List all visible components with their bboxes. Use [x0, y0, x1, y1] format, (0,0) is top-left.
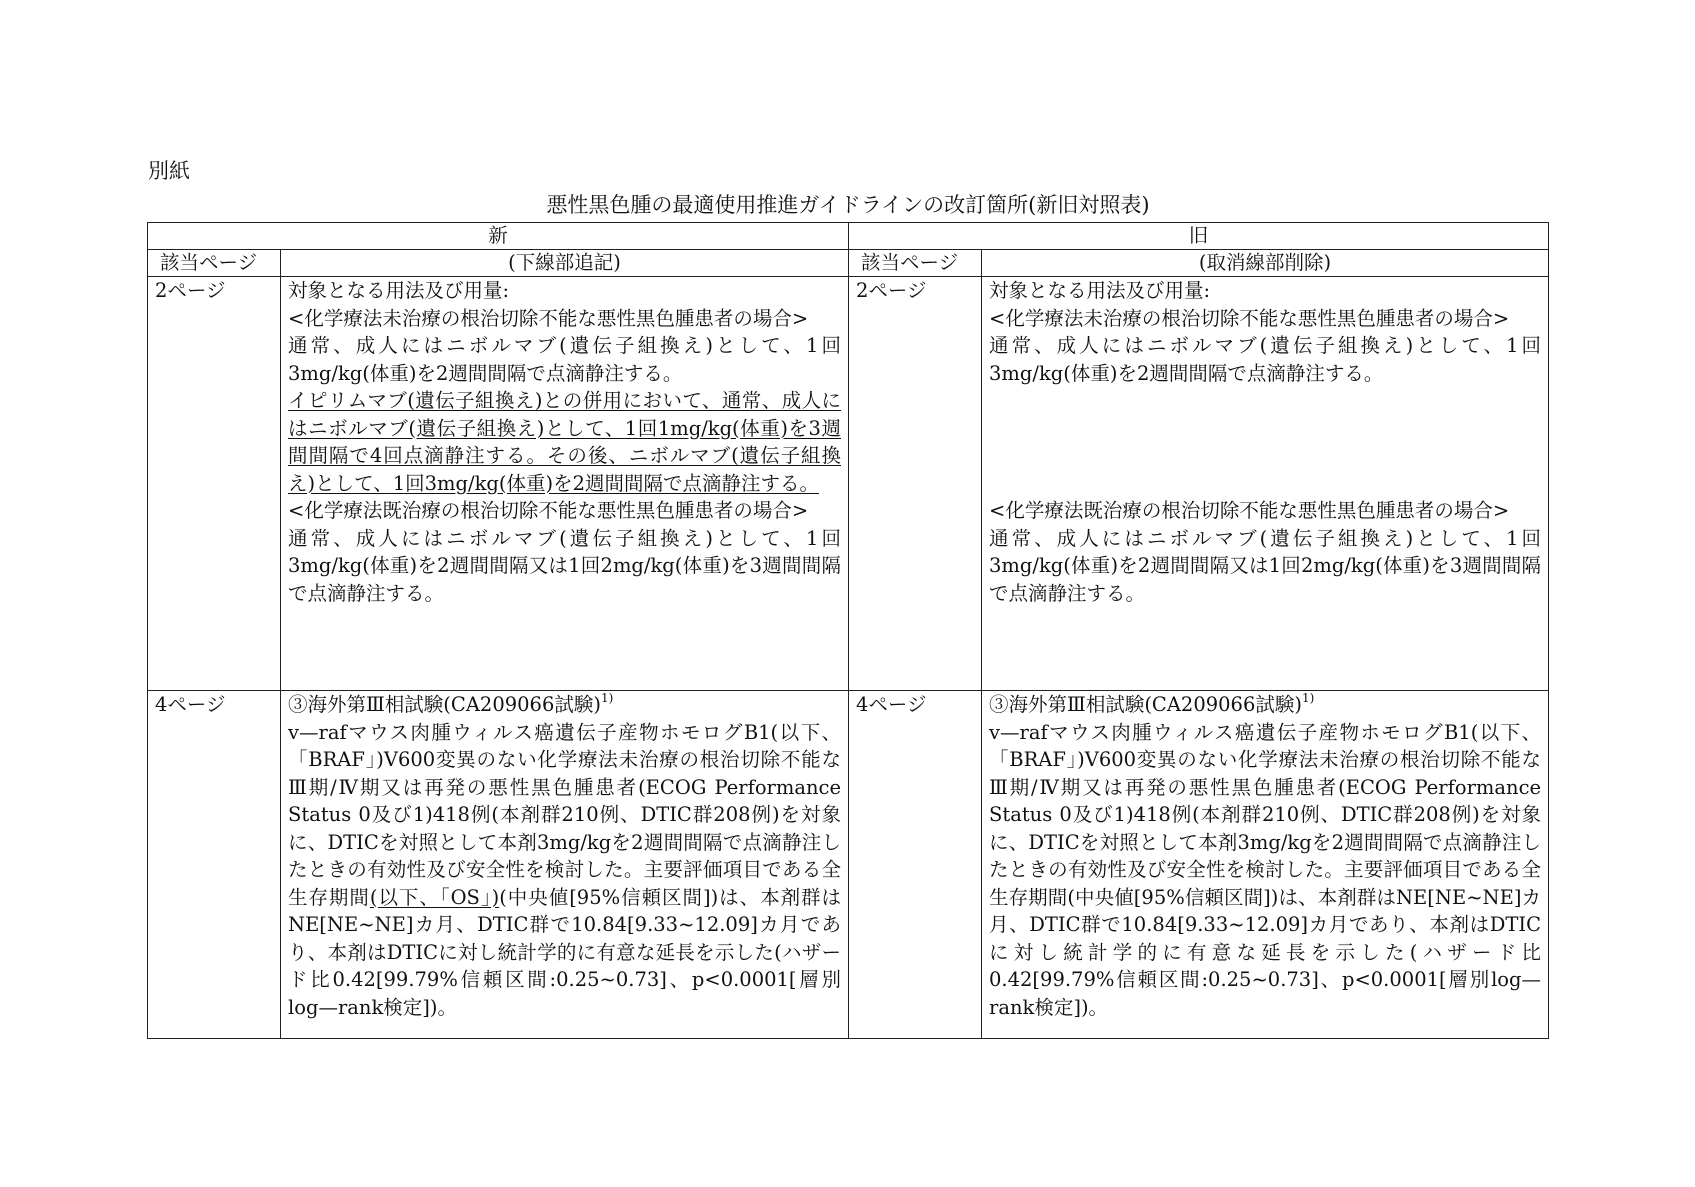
new-note-header: (下線部追記): [281, 250, 849, 277]
old-section-header: 旧: [849, 223, 1549, 250]
old-content-cell: [982, 277, 1549, 691]
section-header-row: [148, 223, 1549, 250]
new-page-cell: 4ページ: [148, 691, 281, 1039]
trial-heading: ③海外第Ⅲ相試験(CA209066試験)$^{1)}$: [288, 691, 614, 716]
document-title: 悪性黒色腫の最適使用推進ガイドラインの改訂箇所(新旧対照表): [546, 193, 1150, 217]
column-header-row: [148, 250, 1549, 277]
table-row: [148, 277, 1549, 691]
old-note-header: (取消線部削除): [982, 250, 1549, 277]
added-combination-dosage-text: イピリムマブ(遺伝子組換え)との併用において、通常、成人にはニボルマブ(遺伝子組換え)として、1回1mg/kg(体重)を3週間間隔で4回点滴静注する。その後、ニボルマブ(遺伝子組換え)として、1回3mg/kg(体重)を2週間間隔で点滴静注する。: [288, 389, 842, 495]
untreated-dosage-text: 通常、成人にはニボルマブ(遺伝子組換え)として、1回3mg/kg(体重)を2週間間隔で点滴静注する。: [989, 334, 1542, 385]
table-row: [148, 691, 1549, 1039]
new-content-cell: [281, 277, 849, 691]
old-page-cell: 2ページ: [849, 277, 982, 691]
new-page-cell: 2ページ: [148, 277, 281, 691]
dosage-heading: 対象となる用法及び用量:: [989, 279, 1211, 302]
old-page-column-header: 該当ページ: [849, 250, 982, 277]
attachment-label: 別紙: [148, 159, 190, 183]
treated-patients-heading: <化学療法既治療の根治切除不能な悪性黒色腫患者の場合>: [989, 499, 1510, 522]
old-content-cell: [982, 691, 1549, 1039]
new-page-column-header: 該当ページ: [148, 250, 281, 277]
treated-dosage-text: 通常、成人にはニボルマブ(遺伝子組換え)として、1回3mg/kg(体重)を2週間間隔又は1回2mg/kg(体重)を3週間間隔で点滴静注する。: [989, 526, 1542, 605]
footnote-ref: 1): [1301, 691, 1315, 705]
comparison-table: [147, 222, 1549, 1039]
blank-gap: [989, 387, 1541, 497]
new-section-header: 新: [148, 223, 849, 250]
untreated-dosage-text: 通常、成人にはニボルマブ(遺伝子組換え)として、1回3mg/kg(体重)を2週間間隔で点滴静注する。: [288, 334, 842, 385]
untreated-patients-heading: <化学療法未治療の根治切除不能な悪性黒色腫患者の場合>: [989, 306, 1510, 330]
trial-heading: ③海外第Ⅲ相試験(CA209066試験)$^{1)}$: [989, 691, 1315, 716]
treated-dosage-text: 通常、成人にはニボルマブ(遺伝子組換え)として、1回3mg/kg(体重)を2週間間隔又は1回2mg/kg(体重)を3週間間隔で点滴静注する。: [288, 526, 842, 605]
added-os-abbreviation: (以下、「OS」): [369, 885, 500, 909]
trial-description: v—rafマウス肉腫ウィルス癌遺伝子産物ホモログB1(以下、「BRAF」)V600変異のない化学療法未治療の根治切除不能なⅢ期/Ⅳ期又は再発の悪性黒色腫患者(ECOG Performance Status 0及び1)418例(本剤群210例、DTIC群208例)を対象に、DTICを対照として本剤3mg/kgを2週間間隔で点滴静注したときの有効性及び安全性を検討した。主要評価項目である全生存期間(以下、「OS」)(中央値[95%信頼区間])は、本剤群はNE[NE~NE]カ月、DTIC群で10.84[9.33~12.09]カ月であり、本剤はDTICに対し統計学的に有意な延長を示した(ハザード比0.42[99.79%信頼区間:0.25~0.73]、p<0.0001[層別log—rank検定])。: [288, 720, 842, 1019]
dosage-heading: 対象となる用法及び用量:: [288, 279, 510, 302]
treated-patients-heading: <化学療法既治療の根治切除不能な悪性黒色腫患者の場合>: [288, 499, 809, 522]
footnote-ref: 1): [600, 691, 614, 705]
untreated-patients-heading: <化学療法未治療の根治切除不能な悪性黒色腫患者の場合>: [288, 306, 809, 330]
trial-description: v—rafマウス肉腫ウィルス癌遺伝子産物ホモログB1(以下、「BRAF」)V600変異のない化学療法未治療の根治切除不能なⅢ期/Ⅳ期又は再発の悪性黒色腫患者(ECOG Performance Status 0及び1)418例(本剤群210例、DTIC群208例)を対象に、DTICを対照として本剤3mg/kgを2週間間隔で点滴静注したときの有効性及び安全性を検討した。主要評価項目である全生存期間(中央値[95%信頼区間])は、本剤群はNE[NE~NE]カ月、DTIC群で10.84[9.33~12.09]カ月であり、本剤はDTICに対し統計学的に有意な延長を示した(ハザード比0.42[99.79%信頼区間:0.25~0.73]、p<0.0001[層別log—rank検定])。: [989, 720, 1542, 1019]
old-page-cell: 4ページ: [849, 691, 982, 1039]
new-content-cell: [281, 691, 849, 1039]
